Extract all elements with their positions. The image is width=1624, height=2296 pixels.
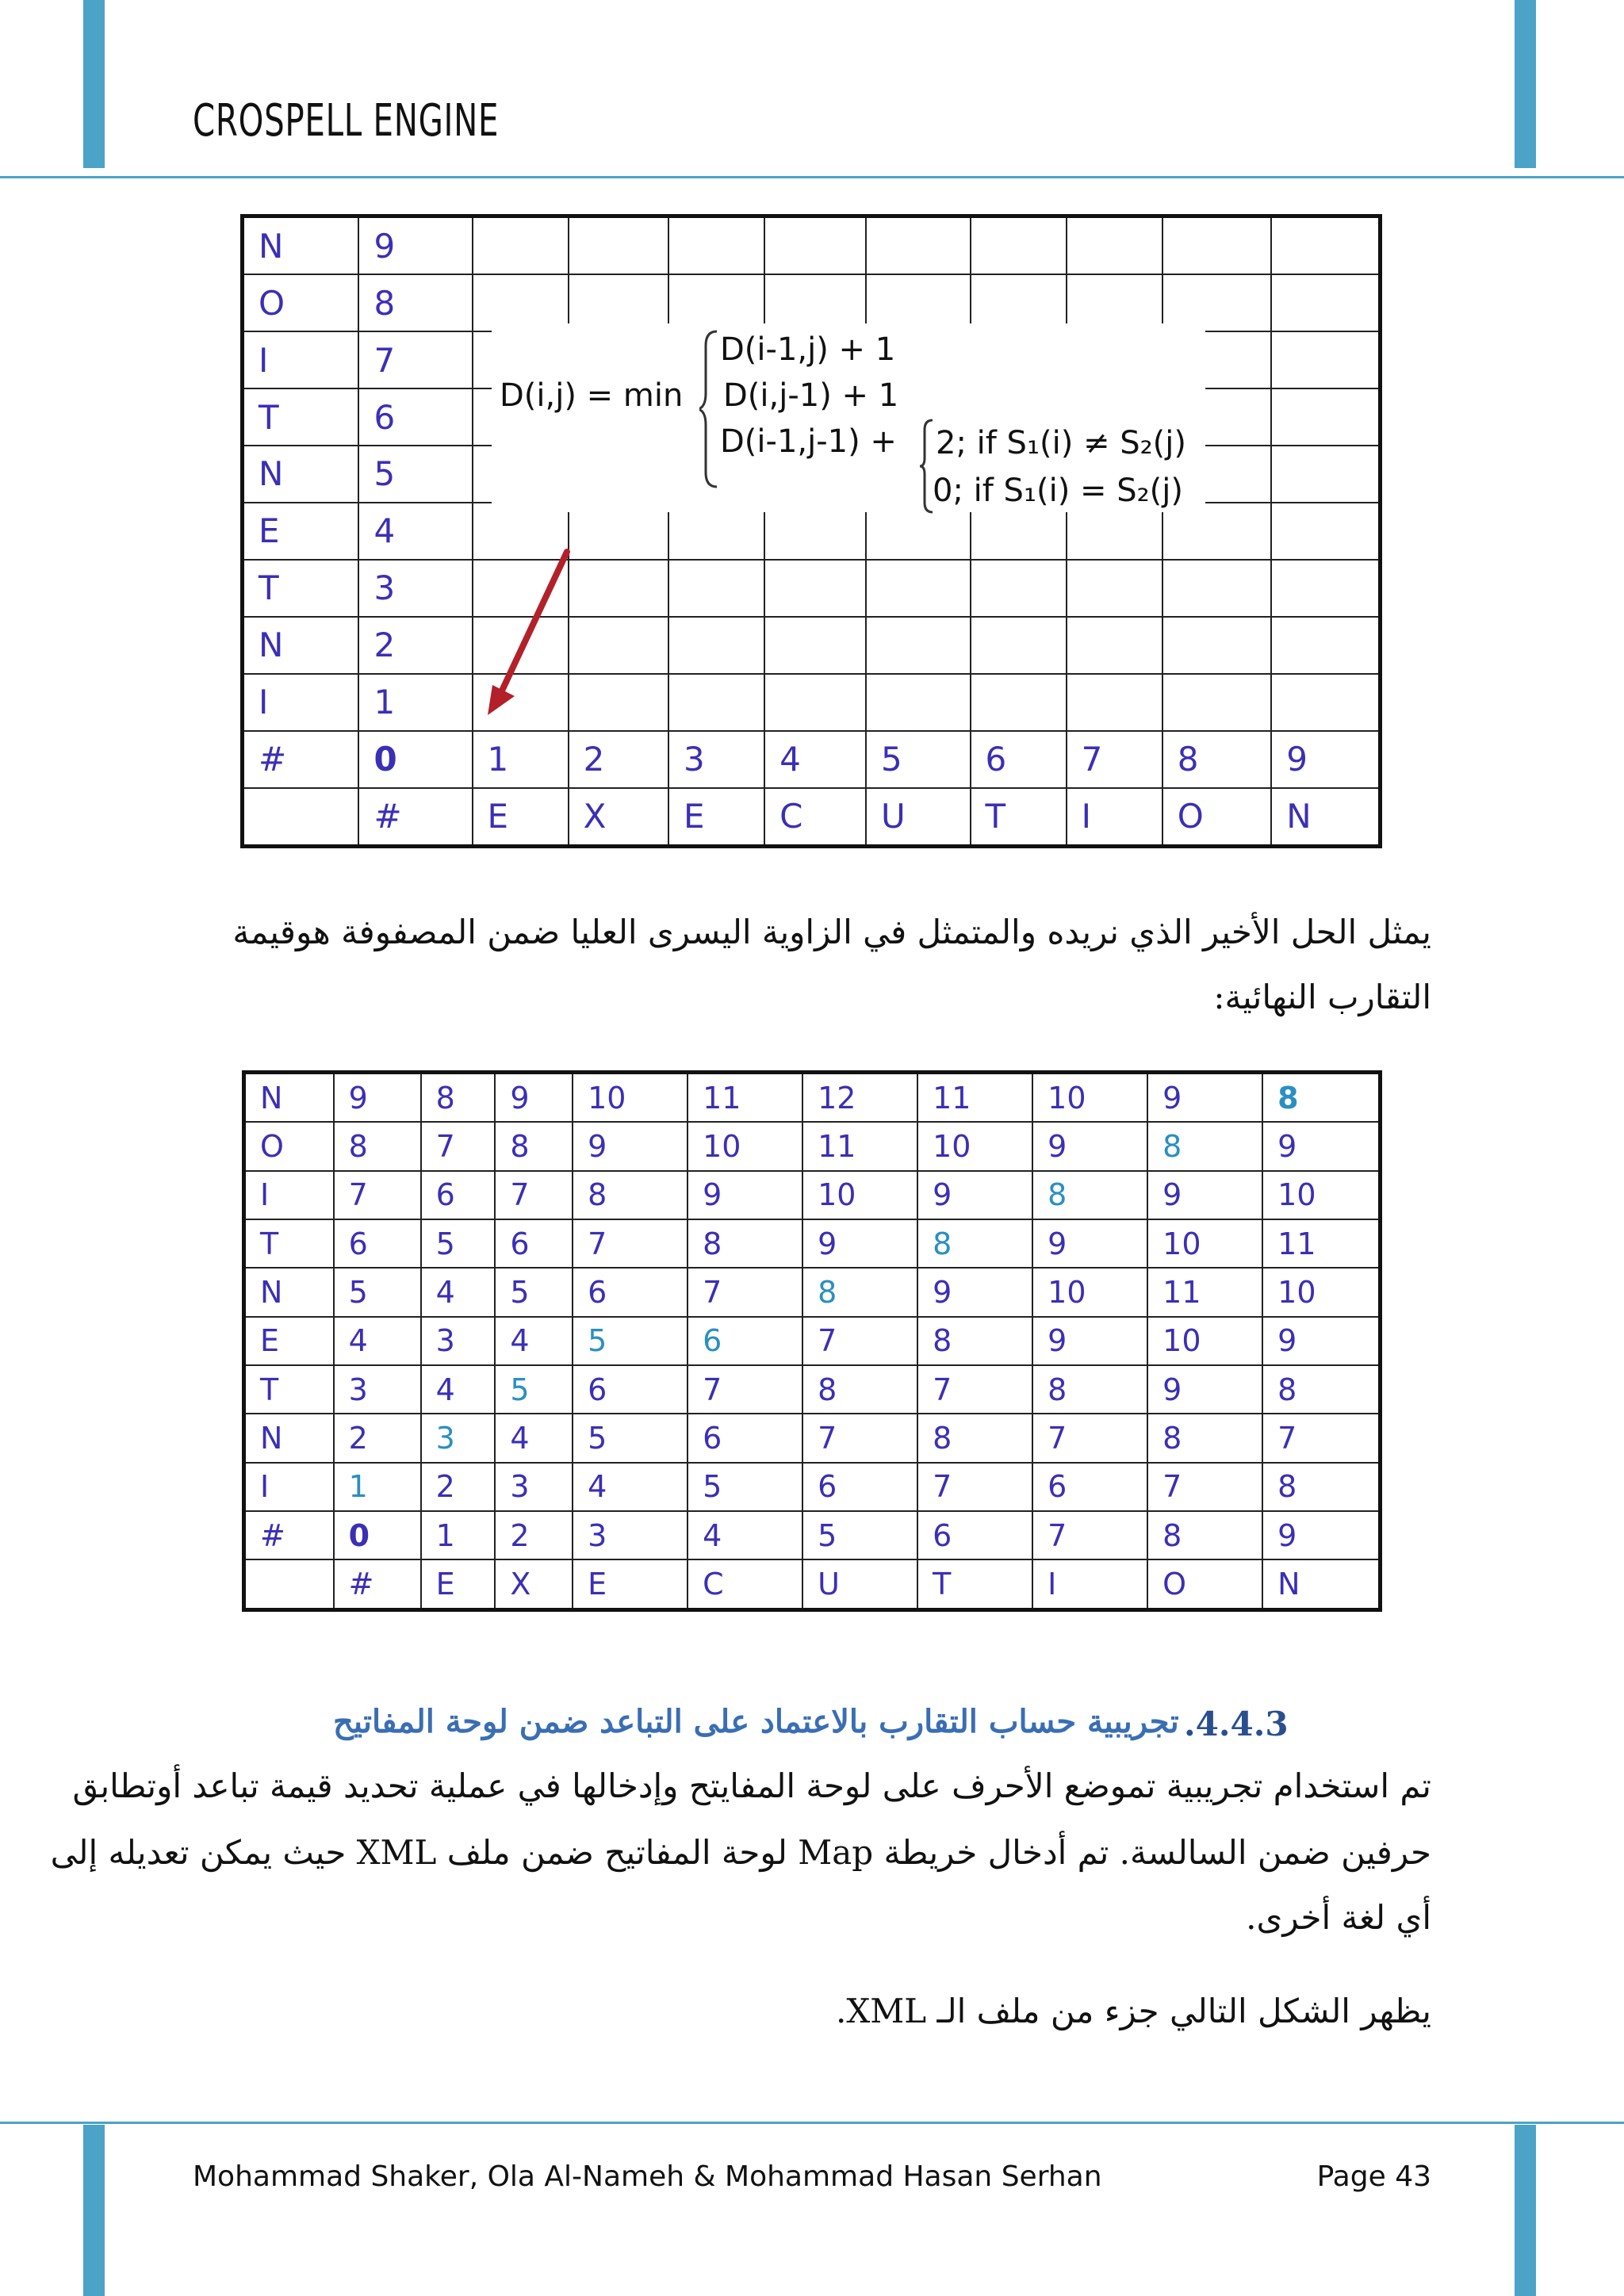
- table-cell: 1: [358, 674, 472, 731]
- table-row: [243, 560, 1381, 617]
- table-cell: [569, 560, 668, 617]
- table-cell: 8: [1262, 1365, 1380, 1414]
- table-cell: 4: [495, 1317, 573, 1365]
- table-cell: 8: [688, 1219, 802, 1268]
- table-cell: 7: [1067, 731, 1162, 788]
- table-cell: [569, 216, 668, 275]
- table-cell: 8: [1147, 1414, 1262, 1462]
- distance-matrix-filled: [242, 1070, 1382, 1612]
- table-cell: I: [244, 1171, 334, 1219]
- table-cell: 4: [358, 503, 472, 560]
- table-cell: 6: [688, 1414, 802, 1462]
- table-cell: 8: [1262, 1073, 1380, 1123]
- table-cell: 8: [573, 1171, 688, 1219]
- table-cell: 9: [1032, 1219, 1147, 1268]
- table-cell: 4: [334, 1317, 421, 1365]
- table-row: [244, 1365, 1381, 1414]
- table-cell: 4: [421, 1365, 496, 1414]
- table-cell: 3: [573, 1511, 688, 1559]
- paragraph-keyboard-2: حرفين ضمن السالسة. تم أدخال خريطة Map لوحة المفاتيح ضمن ملف XML حيث يمكن تعديله إلى: [50, 1833, 1431, 1872]
- table-cell: 9: [917, 1171, 1032, 1219]
- table-cell: X: [569, 788, 668, 847]
- table-cell: [668, 216, 764, 275]
- table-cell: [971, 674, 1067, 731]
- table-cell: 10: [1147, 1219, 1262, 1268]
- formula-sub2: 0; if S₁(i) = S₂(j): [933, 473, 1183, 509]
- paragraph-xml-intro: يظهر الشكل التالي جزء من ملف الـ XML.: [836, 1992, 1431, 2030]
- table-cell: 7: [334, 1171, 421, 1219]
- table-cell: C: [688, 1559, 802, 1609]
- table-cell: 7: [421, 1122, 496, 1170]
- table-cell: [764, 617, 866, 674]
- table-cell: 7: [495, 1171, 573, 1219]
- table-cell: N: [1262, 1559, 1380, 1609]
- header-title: CROSPELL ENGINE: [193, 95, 500, 147]
- table-cell: 5: [334, 1268, 421, 1316]
- table-cell: U: [802, 1559, 917, 1609]
- table-cell: 6: [573, 1268, 688, 1316]
- table-row: [243, 731, 1381, 788]
- table-row: [244, 1219, 1381, 1268]
- table-cell: 6: [971, 731, 1067, 788]
- table-cell: [1067, 216, 1162, 275]
- table-cell: 10: [917, 1122, 1032, 1170]
- table-cell: 7: [802, 1414, 917, 1462]
- table-cell: 9: [1032, 1317, 1147, 1365]
- table-cell: 12: [802, 1073, 917, 1123]
- table-cell: 2: [334, 1414, 421, 1462]
- table-cell: E: [668, 788, 764, 847]
- table-cell: 10: [1147, 1317, 1262, 1365]
- bottom-right-bar: [1515, 2125, 1536, 2296]
- table-cell: [473, 216, 569, 275]
- table-cell: #: [334, 1559, 421, 1609]
- table-cell: 7: [917, 1463, 1032, 1511]
- table-cell: 6: [1032, 1463, 1147, 1511]
- table-cell: 5: [688, 1463, 802, 1511]
- table-row: [244, 1414, 1381, 1462]
- table-cell: O: [1147, 1559, 1262, 1609]
- table-cell: C: [764, 788, 866, 847]
- table-cell: 10: [573, 1073, 688, 1123]
- table-cell: 8: [917, 1317, 1032, 1365]
- table-cell: [866, 617, 971, 674]
- table-cell: 0: [358, 731, 472, 788]
- table-cell: 6: [573, 1365, 688, 1414]
- table-cell: 8: [1262, 1463, 1380, 1511]
- table-cell: 10: [1262, 1268, 1380, 1316]
- table-cell: [1271, 216, 1380, 275]
- table-row: [244, 1073, 1381, 1123]
- table-cell: E: [421, 1559, 496, 1609]
- table-cell: N: [244, 1073, 334, 1123]
- table-cell: 3: [334, 1365, 421, 1414]
- table-cell: O: [244, 1122, 334, 1170]
- table-cell: 4: [573, 1463, 688, 1511]
- table-cell: 9: [802, 1219, 917, 1268]
- table-cell: E: [244, 1317, 334, 1365]
- table-cell: 5: [573, 1414, 688, 1462]
- table-row: [243, 216, 1381, 275]
- table-cell: 5: [495, 1365, 573, 1414]
- table-cell: N: [244, 1268, 334, 1316]
- table-cell: 9: [573, 1122, 688, 1170]
- red-arrow-icon: [480, 545, 575, 720]
- table-cell: X: [495, 1559, 573, 1609]
- section-number: .4.4.3: [1184, 1705, 1289, 1743]
- table-cell: [764, 560, 866, 617]
- table-cell: 7: [1032, 1511, 1147, 1559]
- table-cell: T: [243, 560, 359, 617]
- table-cell: [1271, 503, 1380, 560]
- formula-box: [492, 323, 1205, 512]
- table-cell: 9: [1262, 1122, 1380, 1170]
- table-cell: 10: [802, 1171, 917, 1219]
- section-title: تجريبية حساب التقارب بالاعتماد على التباعد ضمن لوحة المفاتيح: [333, 1703, 1179, 1740]
- table-cell: 5: [358, 446, 472, 503]
- table-cell: E: [243, 503, 359, 560]
- table-cell: 5: [421, 1219, 496, 1268]
- table-cell: [1271, 388, 1380, 446]
- table-cell: 8: [358, 274, 472, 331]
- table-cell: 7: [1032, 1414, 1147, 1462]
- table-cell: 9: [1032, 1122, 1147, 1170]
- table-cell: 9: [495, 1073, 573, 1123]
- table-cell: 11: [1147, 1268, 1262, 1316]
- bottom-left-bar: [83, 2125, 105, 2296]
- table-cell: I: [244, 1463, 334, 1511]
- table-cell: [1271, 560, 1380, 617]
- table-cell: 8: [917, 1414, 1032, 1462]
- table-cell: 0: [334, 1511, 421, 1559]
- table-cell: 6: [421, 1171, 496, 1219]
- table-row: [243, 617, 1381, 674]
- table-cell: 9: [917, 1268, 1032, 1316]
- table-cell: [1067, 674, 1162, 731]
- table-cell: [971, 560, 1067, 617]
- table-cell: [866, 674, 971, 731]
- table-cell: [1162, 674, 1272, 731]
- table-cell: U: [866, 788, 971, 847]
- table-cell: [1067, 617, 1162, 674]
- table-cell: T: [917, 1559, 1032, 1609]
- formula-sub1: 2; if S₁(i) ≠ S₂(j): [936, 425, 1186, 461]
- table-cell: 4: [495, 1414, 573, 1462]
- top-left-bar: [83, 0, 105, 168]
- table-cell: 11: [802, 1122, 917, 1170]
- paragraph-final-value: يمثل الحل الأخير الذي نريده والمتمثل في الزاوية اليسرى العليا ضمن المصفوفة هوقيمة التقارب النهائية:: [232, 913, 1431, 1016]
- table-cell: [1271, 446, 1380, 503]
- table-cell: #: [244, 1511, 334, 1559]
- table-cell: [1162, 617, 1272, 674]
- table-cell: 1: [421, 1511, 496, 1559]
- table-cell: 10: [1032, 1268, 1147, 1316]
- table-cell: T: [243, 388, 359, 446]
- table-cell: [668, 560, 764, 617]
- table-cell: 1: [473, 731, 569, 788]
- table-cell: 8: [917, 1219, 1032, 1268]
- table-row: [244, 1463, 1381, 1511]
- table-cell: 9: [1262, 1317, 1380, 1365]
- table-cell: 1: [334, 1463, 421, 1511]
- table-cell: [569, 617, 668, 674]
- table-cell: O: [243, 274, 359, 331]
- table-cell: 8: [1147, 1122, 1262, 1170]
- formula-lhs: D(i,j) = min: [500, 377, 684, 414]
- table-cell: 2: [358, 617, 472, 674]
- table-cell: 6: [802, 1463, 917, 1511]
- table-cell: 3: [668, 731, 764, 788]
- table-row: [243, 674, 1381, 731]
- table-cell: 8: [1032, 1171, 1147, 1219]
- formula-case2: D(i,j-1) + 1: [723, 377, 899, 414]
- table-cell: E: [473, 788, 569, 847]
- table-row: [244, 1559, 1381, 1609]
- table-cell: [1271, 674, 1380, 731]
- table-cell: [764, 216, 866, 275]
- table-cell: 7: [688, 1268, 802, 1316]
- header-divider: [0, 176, 1624, 178]
- table-cell: 7: [1262, 1414, 1380, 1462]
- table-cell: 9: [1271, 731, 1380, 788]
- table-cell: 9: [1147, 1365, 1262, 1414]
- table-cell: [1271, 617, 1380, 674]
- table-cell: 8: [1162, 731, 1272, 788]
- table-cell: [243, 788, 359, 847]
- table-cell: 8: [495, 1122, 573, 1170]
- paragraph-keyboard-1: تم استخدام تجريبية تموضع الأحرف على لوحة المفايتح وإدخالها في عملية تحديد قيمة تباعد أوتطابق: [72, 1766, 1431, 1805]
- table-cell: N: [243, 617, 359, 674]
- footer-divider: [0, 2122, 1624, 2124]
- table-row: [244, 1268, 1381, 1316]
- table-cell: 6: [495, 1219, 573, 1268]
- distance-matrix-initial: [240, 214, 1382, 848]
- table-cell: 7: [802, 1317, 917, 1365]
- formula-case1: D(i-1,j) + 1: [720, 331, 896, 368]
- table-row: [244, 1122, 1381, 1170]
- table-cell: 6: [917, 1511, 1032, 1559]
- table-cell: 6: [358, 388, 472, 446]
- table-cell: 7: [573, 1219, 688, 1268]
- table-cell: I: [243, 674, 359, 731]
- table-cell: N: [243, 446, 359, 503]
- table-cell: 7: [917, 1365, 1032, 1414]
- table-cell: N: [243, 216, 359, 275]
- table-cell: E: [573, 1559, 688, 1609]
- table-cell: T: [244, 1219, 334, 1268]
- top-right-bar: [1515, 0, 1536, 168]
- table-cell: 9: [688, 1171, 802, 1219]
- table-cell: 7: [1147, 1463, 1262, 1511]
- table-cell: 11: [1262, 1219, 1380, 1268]
- table-cell: 3: [358, 560, 472, 617]
- table-cell: 8: [1032, 1365, 1147, 1414]
- table-cell: 9: [358, 216, 472, 275]
- footer-authors: Mohammad Shaker, Ola Al-Nameh & Mohammad Hasan Serhan: [193, 2160, 1102, 2193]
- table-cell: 2: [495, 1511, 573, 1559]
- table-cell: 5: [802, 1511, 917, 1559]
- table-cell: [971, 617, 1067, 674]
- table-cell: [866, 216, 971, 275]
- table-cell: 10: [688, 1122, 802, 1170]
- table-cell: [668, 617, 764, 674]
- table-cell: [668, 674, 764, 731]
- table-cell: 2: [421, 1463, 496, 1511]
- table-cell: 7: [688, 1365, 802, 1414]
- table-cell: 3: [495, 1463, 573, 1511]
- table-cell: O: [1162, 788, 1272, 847]
- table-cell: N: [244, 1414, 334, 1462]
- table-cell: [764, 674, 866, 731]
- table-cell: 6: [334, 1219, 421, 1268]
- table-row: [244, 1511, 1381, 1559]
- table-cell: 4: [421, 1268, 496, 1316]
- table-cell: 9: [1147, 1073, 1262, 1123]
- table-cell: 8: [421, 1073, 496, 1123]
- table-cell: I: [243, 331, 359, 388]
- table-cell: 9: [1262, 1511, 1380, 1559]
- table-cell: 11: [688, 1073, 802, 1123]
- table-cell: 7: [358, 331, 472, 388]
- footer-page-number: Page 43: [1316, 2160, 1431, 2193]
- table-cell: #: [243, 731, 359, 788]
- table-cell: 9: [334, 1073, 421, 1123]
- table-row: [244, 1317, 1381, 1365]
- table-cell: 2: [569, 731, 668, 788]
- table-cell: [1271, 331, 1380, 388]
- table-cell: 6: [688, 1317, 802, 1365]
- table-cell: 10: [1262, 1171, 1380, 1219]
- table-row: [244, 1171, 1381, 1219]
- paragraph-keyboard-3: أي لغة أخرى.: [1246, 1898, 1431, 1937]
- table-cell: [1271, 274, 1380, 331]
- table-cell: [971, 216, 1067, 275]
- table-cell: 8: [1147, 1511, 1262, 1559]
- table-cell: 8: [802, 1365, 917, 1414]
- table-cell: 3: [421, 1317, 496, 1365]
- table-cell: 11: [917, 1073, 1032, 1123]
- table-cell: 9: [1147, 1171, 1262, 1219]
- table-cell: #: [358, 788, 472, 847]
- table-cell: 5: [495, 1268, 573, 1316]
- table-cell: 8: [802, 1268, 917, 1316]
- table-cell: [1162, 216, 1272, 275]
- formula-case3: D(i-1,j-1) +: [720, 423, 897, 460]
- table-cell: T: [971, 788, 1067, 847]
- table-cell: 5: [573, 1317, 688, 1365]
- table-cell: [569, 674, 668, 731]
- table-cell: 4: [764, 731, 866, 788]
- table-cell: [244, 1559, 334, 1609]
- table-cell: 10: [1032, 1073, 1147, 1123]
- table-cell: 5: [866, 731, 971, 788]
- table-cell: 3: [421, 1414, 496, 1462]
- table-cell: [1162, 560, 1272, 617]
- table-cell: 8: [334, 1122, 421, 1170]
- table-cell: [1067, 560, 1162, 617]
- table-cell: [866, 560, 971, 617]
- table-cell: I: [1032, 1559, 1147, 1609]
- table-cell: T: [244, 1365, 334, 1414]
- table-cell: I: [1067, 788, 1162, 847]
- table-cell: N: [1271, 788, 1380, 847]
- table-cell: 4: [688, 1511, 802, 1559]
- table-row: [243, 788, 1381, 847]
